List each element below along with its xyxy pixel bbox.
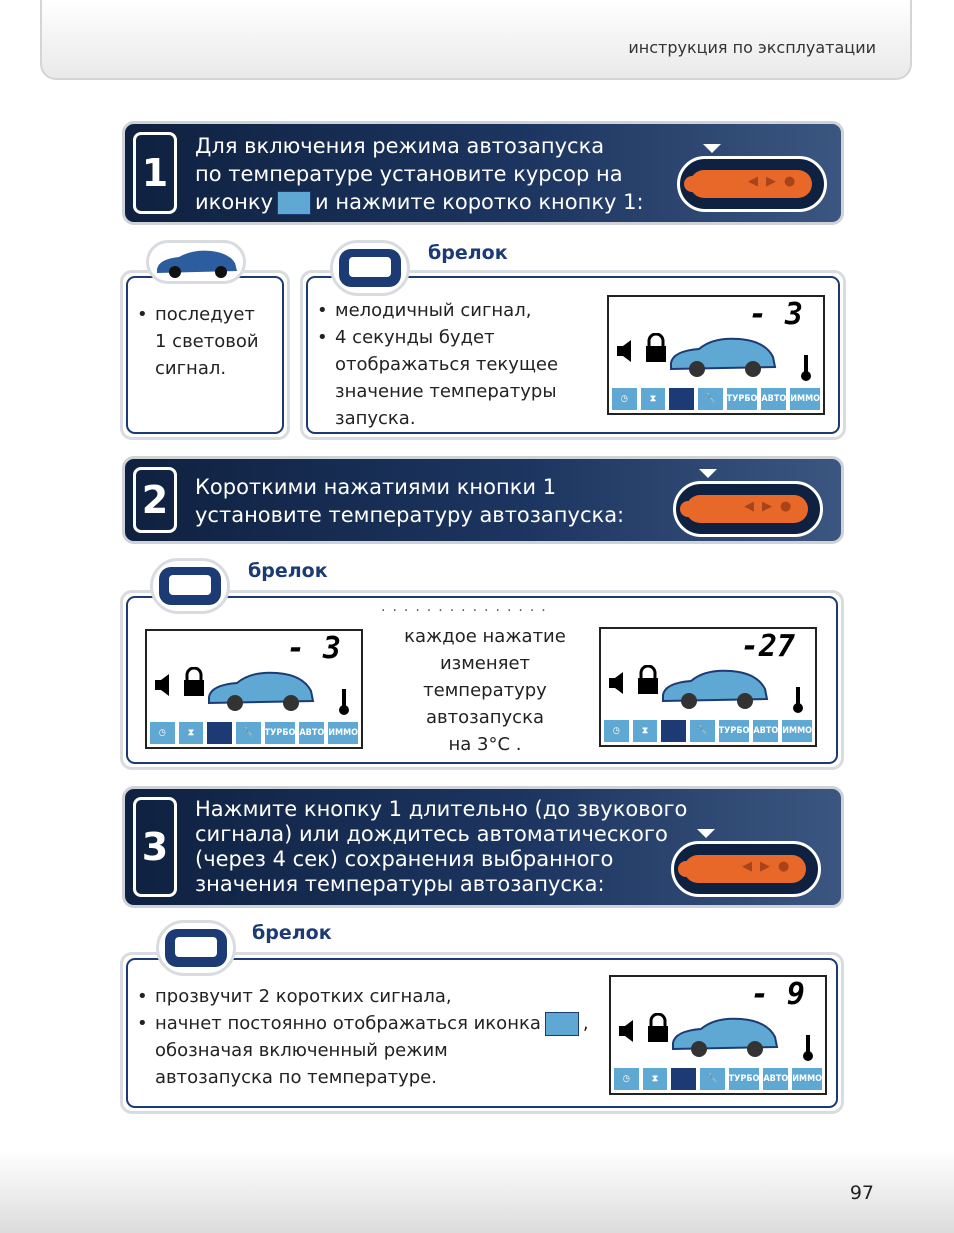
auto-icon: АВТО [753, 720, 778, 742]
hourglass-icon: ⧗ [179, 722, 204, 744]
lcd-display [607, 295, 825, 415]
lock-icon [181, 667, 207, 697]
wrench-icon: 🔧 [690, 720, 715, 742]
step-3-text: Нажмите кнопку 1 длительно (до звукового сигнала) или дождитесь автоматического (через 4 сек) сохранения выбранного значения температуры автозапуска: [195, 797, 688, 896]
header-title: инструкция по эксплуатации [628, 38, 876, 57]
fob-result-panel-2 [120, 590, 844, 770]
auto-icon: АВТО [299, 722, 324, 744]
clock-icon: ◷ [150, 722, 175, 744]
temperature-start-icon [661, 720, 686, 742]
key-fob-icon [330, 240, 410, 296]
lock-icon [635, 665, 661, 695]
step-3-banner [122, 786, 844, 908]
fob-label: брелок [248, 560, 328, 582]
page-number: 97 [849, 1182, 874, 1204]
thermometer-icon [793, 687, 803, 713]
step-2-explanation: каждое нажатие изменяет температуру автозапуска на 3°C . [404, 626, 566, 755]
lcd-display [599, 627, 817, 747]
cursor-arrow-icon [699, 469, 717, 478]
temperature-start-icon [671, 1068, 696, 1090]
lcd-display [145, 629, 363, 749]
hourglass-icon: ⧗ [633, 720, 658, 742]
clock-icon: ◷ [612, 388, 637, 410]
temperature-start-icon [207, 722, 232, 744]
lock-icon [645, 1013, 671, 1043]
speaker-icon [605, 669, 633, 697]
step-2-banner [122, 456, 844, 544]
thermometer-icon [801, 355, 811, 381]
cursor-arrow-icon [703, 144, 721, 153]
turbo-icon: ТУРБО [719, 720, 750, 742]
immo-icon: ИММО [782, 720, 812, 742]
button-1-icon: ◀▶● [673, 481, 823, 537]
immo-icon: ИММО [790, 388, 820, 410]
temperature-start-icon [545, 1012, 579, 1036]
footer-bar [0, 1150, 954, 1233]
fob-result-panel-1: • мелодичный сигнал, • 4 секунды будет отображаться текущее значение температуры запуска. - 3 ◷ ⧗ 🔧 ТУРБО АВТО ИММО [300, 270, 846, 440]
fob-result-panel-3: • прозвучит 2 коротких сигнала, • начнет постоянно отображаться иконка , обозначая включенный режим автозапуска по температуре. - 9 ◷ ⧗ 🔧 ТУРБО АВТО ИММО [120, 952, 844, 1114]
lcd-temperature: -27 [740, 629, 795, 664]
step-2-text: Короткими нажатиями кнопки 1 установите температуру автозапуска: [195, 475, 625, 527]
speaker-icon [613, 337, 641, 365]
hourglass-icon: ⧗ [643, 1068, 668, 1090]
lcd-temperature: - 3 [286, 631, 341, 666]
speaker-icon [615, 1017, 643, 1045]
step-number: 1 [133, 132, 177, 214]
step-number: 2 [133, 467, 177, 533]
lock-icon [643, 333, 669, 363]
cursor-arrow-icon [697, 829, 715, 838]
thermometer-icon [339, 689, 349, 715]
fob-label: брелок [428, 242, 508, 264]
clock-icon: ◷ [614, 1068, 639, 1090]
clock-icon: ◷ [604, 720, 629, 742]
car-icon [659, 661, 771, 713]
step-number: 3 [133, 797, 177, 897]
car-icon [146, 240, 246, 284]
car-result-panel: • последует 1 световой сигнал. [120, 270, 290, 440]
immo-icon: ИММО [328, 722, 358, 744]
thermometer-icon [803, 1035, 813, 1061]
auto-icon: АВТО [763, 1068, 788, 1090]
car-icon [205, 663, 317, 715]
dotted-divider: ............... [381, 599, 553, 615]
step-1-text: Для включения режима автозапуска по температуре установите курсор на иконку и нажмите коротко кнопку 1: [195, 134, 644, 214]
turbo-icon: ТУРБО [265, 722, 296, 744]
auto-icon: АВТО [761, 388, 786, 410]
button-1-icon: ◀▶● [677, 156, 827, 212]
lcd-temperature: - 3 [748, 297, 803, 332]
button-1-icon: ◀▶● [671, 841, 821, 897]
fob-label: брелок [252, 922, 332, 944]
wrench-icon: 🔧 [698, 388, 723, 410]
car-icon [669, 1009, 781, 1061]
wrench-icon: 🔧 [236, 722, 261, 744]
step-1-banner [122, 121, 844, 225]
temperature-start-icon [669, 388, 694, 410]
turbo-icon: ТУРБО [729, 1068, 760, 1090]
lcd-temperature: - 9 [750, 977, 805, 1012]
wrench-icon: 🔧 [700, 1068, 725, 1090]
speaker-icon [151, 671, 179, 699]
lcd-display [609, 975, 827, 1095]
hourglass-icon: ⧗ [641, 388, 666, 410]
car-icon [667, 329, 779, 381]
turbo-icon: ТУРБО [727, 388, 758, 410]
temperature-start-icon [277, 191, 311, 215]
key-fob-icon [150, 558, 230, 614]
immo-icon: ИММО [792, 1068, 822, 1090]
key-fob-icon [156, 920, 236, 976]
